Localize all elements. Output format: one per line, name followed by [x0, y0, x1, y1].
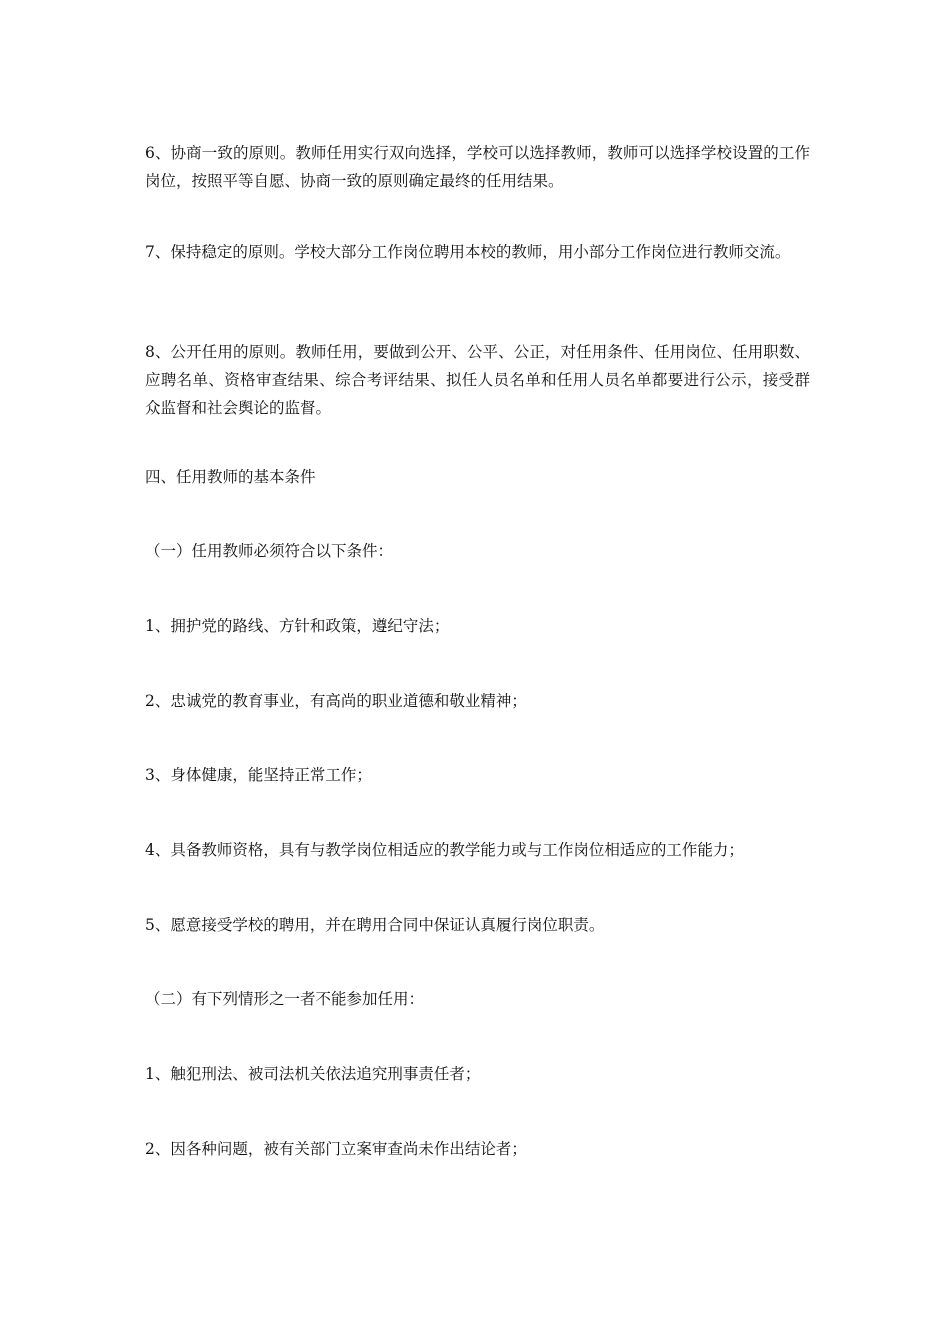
- subsection-heading-2: （二）有下列情形之一者不能参加任用：: [145, 990, 425, 1008]
- exclusion-item-2: 2、因各种问题，被有关部门立案审查尚未作出结论者；: [145, 1140, 527, 1158]
- condition-item-5: 5、愿意接受学校的聘用，并在聘用合同中保证认真履行岗位职责。: [145, 916, 605, 934]
- paragraph-principle-8: 8、公开任用的原则。教师任用，要做到公开、公平、公正，对任用条件、任用岗位、任用职数、应聘名单、资格审查结果、综合考评结果、拟任人员名单和任用人员名单都要进行公示，接受群众监督和社会舆论的监督。: [145, 343, 810, 417]
- section-heading-4: 四、任用教师的基本条件: [145, 468, 316, 486]
- condition-item-3: 3、身体健康，能坚持正常工作；: [145, 766, 372, 784]
- condition-item-4: 4、具备教师资格，具有与教学岗位相适应的教学能力或与工作岗位相适应的工作能力；: [145, 841, 744, 859]
- exclusion-item-1: 1、触犯刑法、被司法机关依法追究刑事责任者；: [145, 1065, 481, 1083]
- paragraph-principle-6: 6、协商一致的原则。教师任用实行双向选择，学校可以选择教师，教师可以选择学校设置的工作岗位，按照平等自愿、协商一致的原则确定最终的任用结果。: [145, 144, 810, 190]
- subsection-heading-1: （一）任用教师必须符合以下条件：: [145, 542, 394, 560]
- paragraph-principle-7: 7、保持稳定的原则。学校大部分工作岗位聘用本校的教师，用小部分工作岗位进行教师交流。: [145, 243, 791, 261]
- condition-item-2: 2、忠诚党的教育事业，有高尚的职业道德和敬业精神；: [145, 692, 527, 710]
- condition-item-1: 1、拥护党的路线、方针和政策，遵纪守法；: [145, 617, 450, 635]
